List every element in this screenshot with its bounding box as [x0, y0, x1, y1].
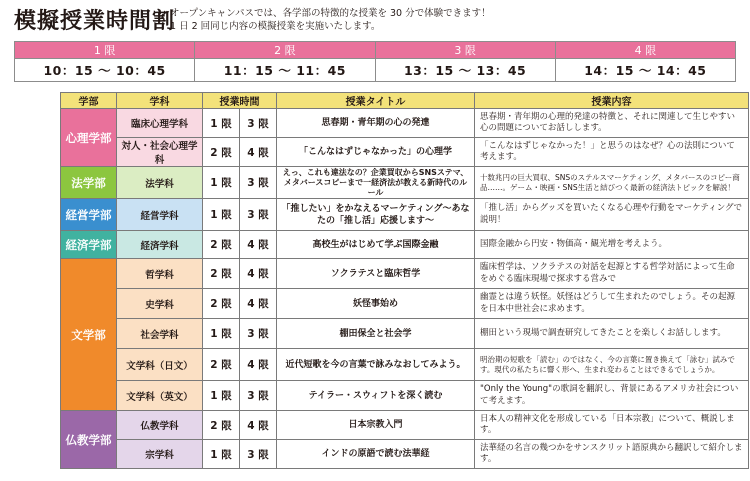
header-content: 授業内容 [475, 93, 749, 109]
class-content: 臨床哲学は、ソクラテスの対話を起源とする哲学対話によって生命をめぐる臨床現場で探求する営みで [475, 259, 749, 289]
period-first: 1 限 [203, 319, 240, 349]
period-label-4: 4 限 [555, 42, 735, 59]
subject-cell: 対人・社会心理学科 [117, 138, 203, 167]
table-row [61, 440, 749, 469]
period-second: 3 限 [240, 109, 277, 138]
subject-cell: 経営学科 [117, 199, 203, 231]
subject-cell: 仏教学科 [117, 411, 203, 440]
period-label-1: 1 限 [15, 42, 195, 59]
dept-literature: 文学部 [61, 259, 117, 411]
period-second: 3 限 [240, 440, 277, 469]
header-dept: 学部 [61, 93, 117, 109]
period-second: 4 限 [240, 411, 277, 440]
class-content: 「こんなはずじゃなかった！」と思うのはなぜ？心の法則について考えます。 [475, 138, 749, 167]
period-first: 2 限 [203, 231, 240, 259]
dept-law: 法学部 [61, 167, 117, 199]
subject-cell: 法学科 [117, 167, 203, 199]
table-row [61, 319, 749, 349]
class-title: 近代短歌を今の言葉で詠みなおしてみよう。 [277, 349, 475, 381]
period-first: 2 限 [203, 289, 240, 319]
page-description [170, 7, 491, 33]
period-second: 4 限 [240, 349, 277, 381]
period-first: 1 限 [203, 381, 240, 411]
period-first: 2 限 [203, 138, 240, 167]
class-title: ソクラテスと臨床哲学 [277, 259, 475, 289]
class-title: 高校生がはじめて学ぶ国際金融 [277, 231, 475, 259]
period-second: 3 限 [240, 199, 277, 231]
class-content: 日本人の精神文化を形成している「日本宗教」について、概説します。 [475, 411, 749, 440]
page-title: 模擬授業時間割 [14, 9, 176, 34]
period-first: 1 限 [203, 167, 240, 199]
class-content: 法華経の名言の幾つかをサンスクリット語原典から翻訳して紹介します。 [475, 440, 749, 469]
period-first: 1 限 [203, 199, 240, 231]
table-row [61, 381, 749, 411]
period-first: 2 限 [203, 411, 240, 440]
class-content: "Only the Young"の歌詞を翻訳し、背景にあるアメリカ社会について考えます。 [475, 381, 749, 411]
dept-buddhism: 仏教学部 [61, 411, 117, 469]
period-first: 2 限 [203, 349, 240, 381]
table-row [61, 109, 749, 138]
class-title: 「こんなはずじゃなかった」の心理学 [277, 138, 475, 167]
class-title: テイラー・スウィフトを深く読む [277, 381, 475, 411]
period-label-row [15, 42, 736, 59]
class-title: 棚田保全と社会学 [277, 319, 475, 349]
subject-cell: 臨床心理学科 [117, 109, 203, 138]
subject-cell: 文学科（日文） [117, 349, 203, 381]
period-time-4: 14：15 〜 14：45 [555, 59, 735, 82]
class-title: 「推したい」をかなえるマーケティング〜あなたの「推し活」応援します〜 [277, 199, 475, 231]
class-content: 幽霊とは違う妖怪。妖怪はどうして生まれたのでしょう。その起源を日本中世社会に求めます。 [475, 289, 749, 319]
class-content: 明治期の短歌を「読む」のではなく、今の言葉に置き換えて「詠む」試みです。現代の私たちに響く形へ、生まれ変わることはできるでしょうか。 [475, 349, 749, 381]
class-title: えっ、これも違法なの？企業買収からSNSステマ、メタバースコピーまで一経済法が教える新時代のルール [277, 167, 475, 199]
subject-cell: 社会学科 [117, 319, 203, 349]
class-schedule-table [60, 92, 749, 469]
class-title: 思春期・青年期の心の発達 [277, 109, 475, 138]
period-second: 4 限 [240, 138, 277, 167]
period-label-2: 2 限 [195, 42, 375, 59]
table-row [61, 138, 749, 167]
period-label-3: 3 限 [375, 42, 555, 59]
subject-cell: 経済学科 [117, 231, 203, 259]
table-row [61, 231, 749, 259]
class-title: 日本宗教入門 [277, 411, 475, 440]
period-time-1: 10：15 〜 10：45 [15, 59, 195, 82]
period-time-2: 11：15 〜 11：45 [195, 59, 375, 82]
header-time: 授業時間 [203, 93, 277, 109]
period-second: 4 限 [240, 259, 277, 289]
subject-cell: 哲学科 [117, 259, 203, 289]
subject-cell: 文学科（英文） [117, 381, 203, 411]
period-schedule-table [14, 41, 736, 82]
class-title: 妖怪事始め [277, 289, 475, 319]
class-content: 思春期・青年期の心理的発達の特徴と、それに関連して生じやすい心の問題についてお話しします。 [475, 109, 749, 138]
class-content: 国際金融から円安・物価高・観光増を考えよう。 [475, 231, 749, 259]
table-row [61, 259, 749, 289]
description-line-1: オープンキャンパスでは、各学部の特徴的な授業を 30 分で体験できます！ [170, 8, 491, 19]
table-row [61, 411, 749, 440]
period-second: 4 限 [240, 231, 277, 259]
subject-cell: 宗学科 [117, 440, 203, 469]
period-first: 1 限 [203, 109, 240, 138]
dept-management: 経営学部 [61, 199, 117, 231]
description-line-2: 1 日 2 回同じ内容の模擬授業を実施いたします。 [170, 21, 381, 32]
table-row [61, 167, 749, 199]
table-row [61, 289, 749, 319]
header-title: 授業タイトル [277, 93, 475, 109]
dept-psychology: 心理学部 [61, 109, 117, 167]
period-first: 2 限 [203, 259, 240, 289]
period-second: 3 限 [240, 381, 277, 411]
class-content: 「推し活」からグッズを買いたくなる心理や行動をマーケティングで説明！ [475, 199, 749, 231]
table-row [61, 349, 749, 381]
class-content: 十数兆円の巨大買収、SNSのステルスマーケティング、メタバースのコピー商品……。ゲーム・映画・SNS生活と結びつく最新の経済法トピックを解説！ [475, 167, 749, 199]
period-time-3: 13：15 〜 13：45 [375, 59, 555, 82]
header-subject: 学科 [117, 93, 203, 109]
class-content: 棚田という現場で調査研究してきたことを楽しくお話しします。 [475, 319, 749, 349]
table-header-row [61, 93, 749, 109]
period-second: 3 限 [240, 319, 277, 349]
subject-cell: 史学科 [117, 289, 203, 319]
dept-economics: 経済学部 [61, 231, 117, 259]
period-time-row [15, 59, 736, 82]
period-first: 1 限 [203, 440, 240, 469]
period-second: 3 限 [240, 167, 277, 199]
class-title: インドの原語で読む法華経 [277, 440, 475, 469]
period-second: 4 限 [240, 289, 277, 319]
table-row [61, 199, 749, 231]
